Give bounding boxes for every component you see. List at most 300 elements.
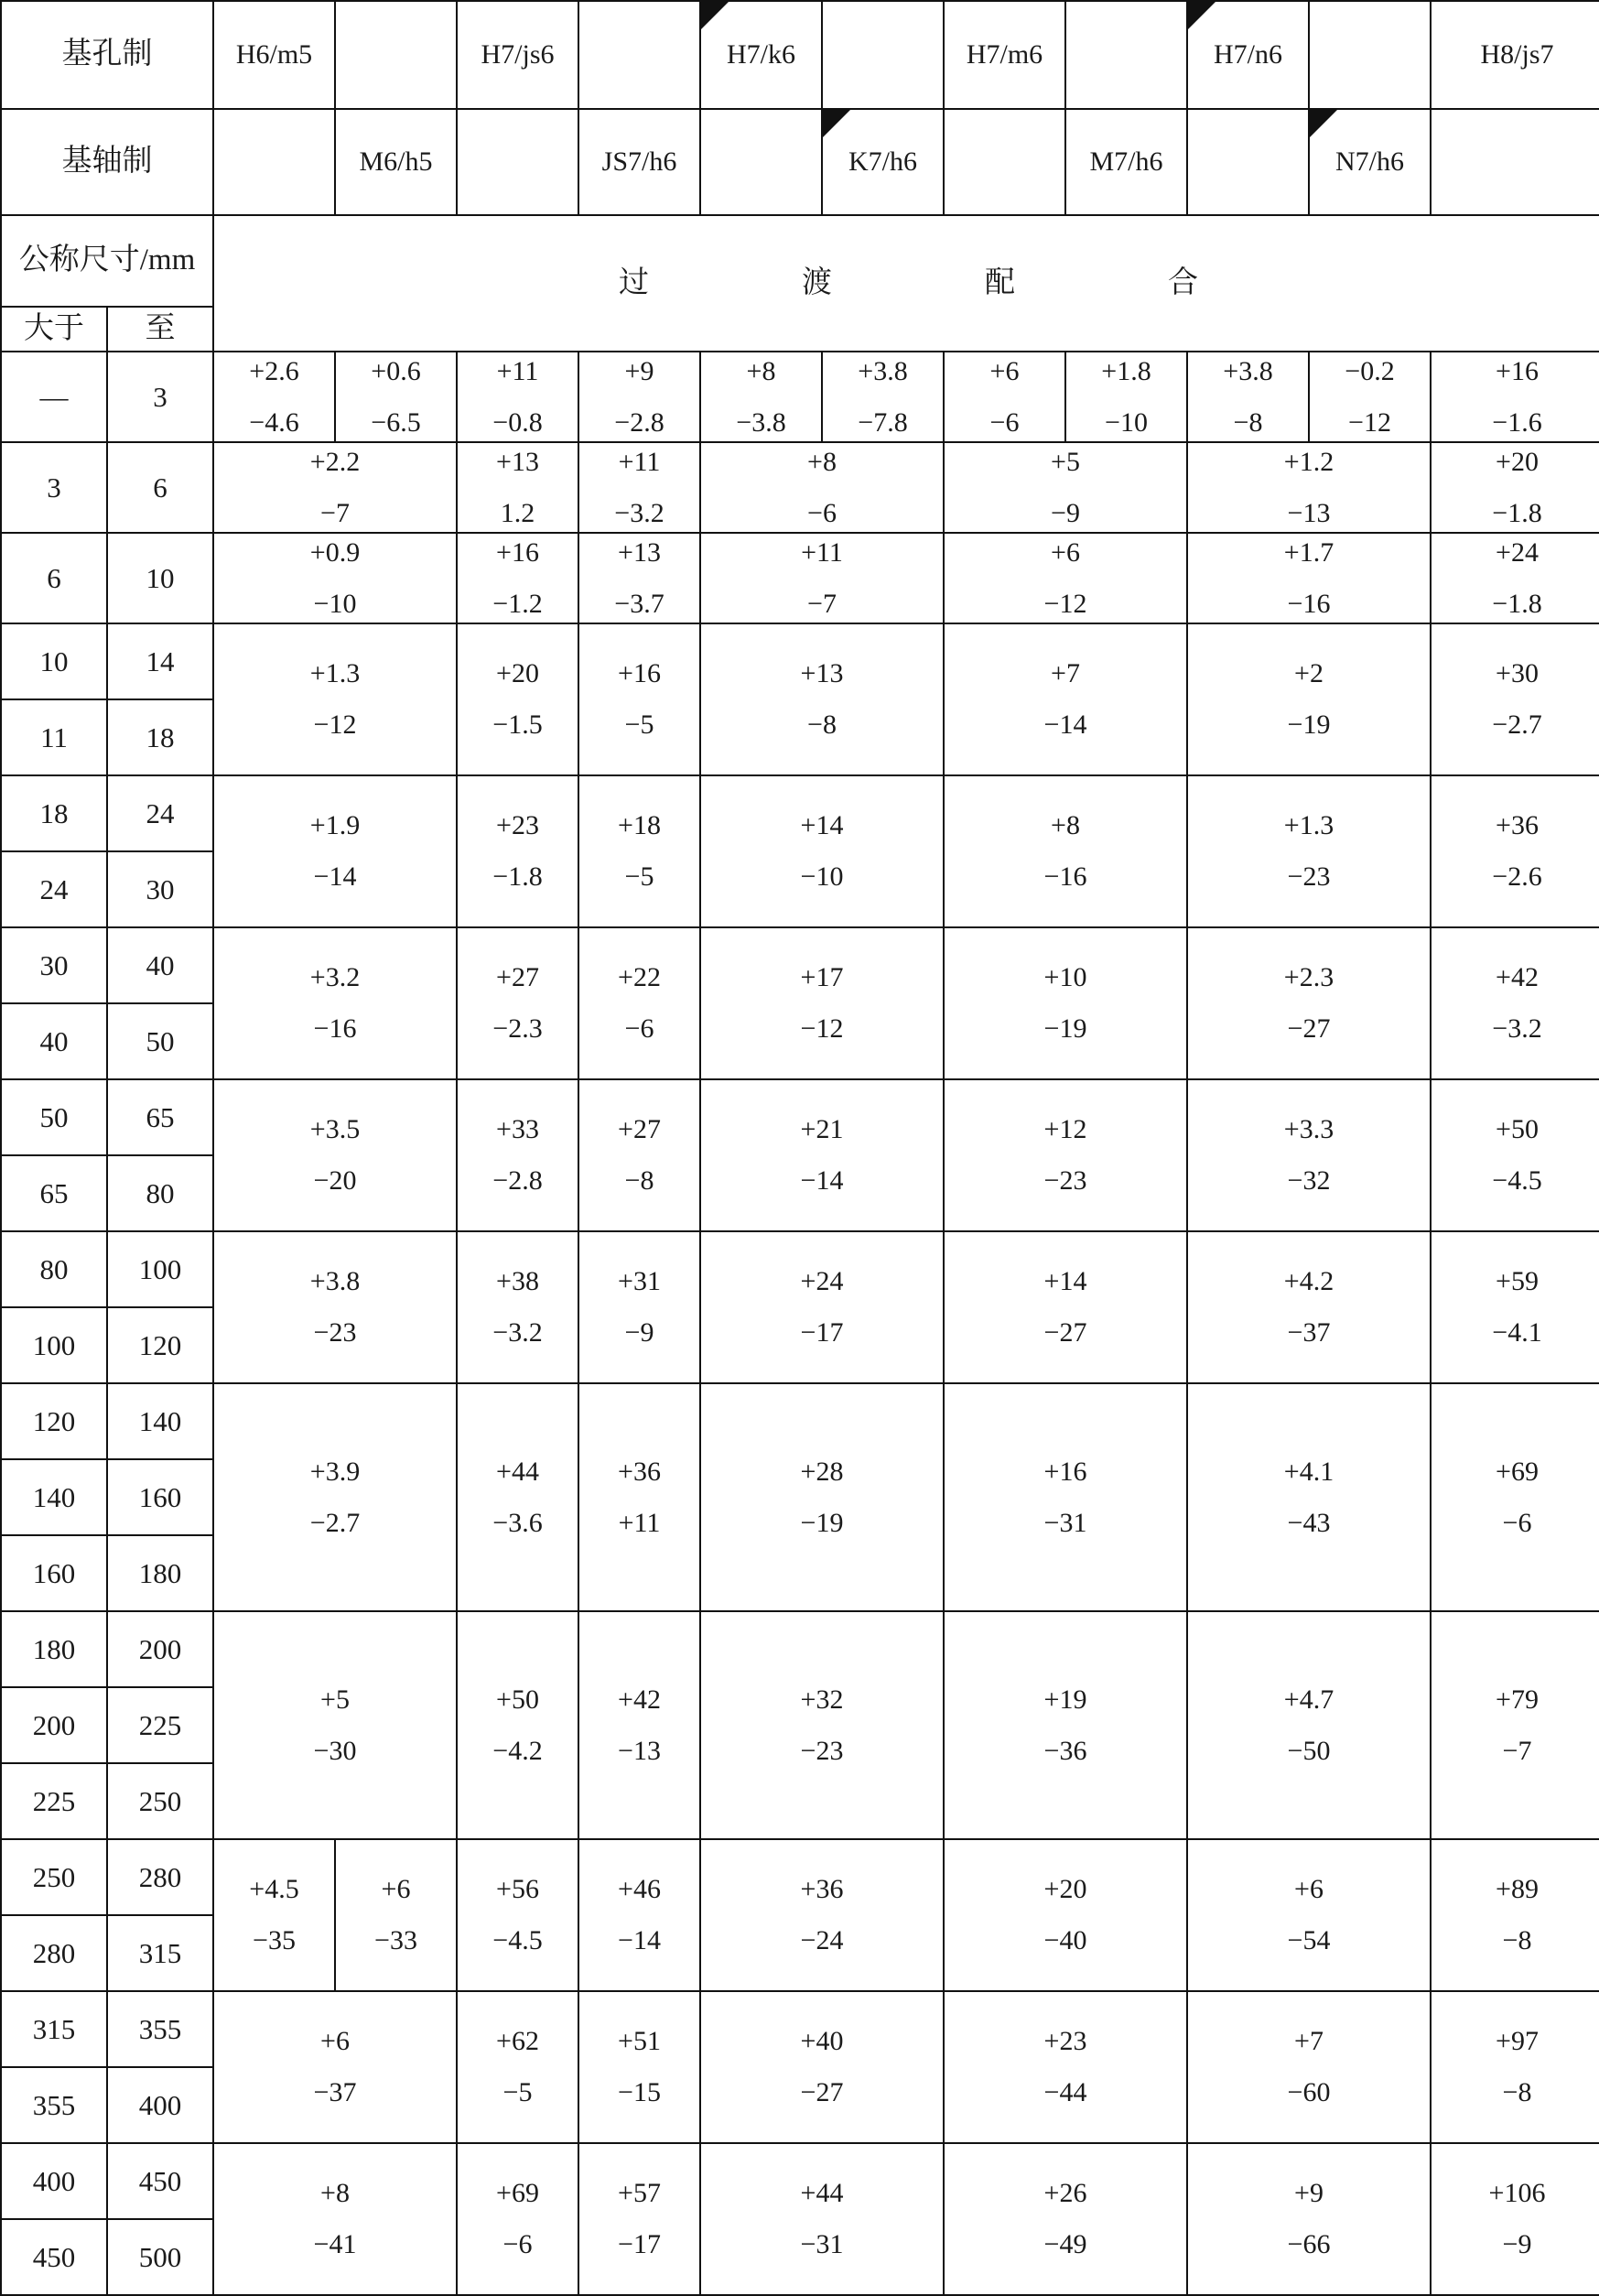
max-limit-value: +4.1 (1283, 1456, 1334, 1487)
fit-limit-cell (578, 1991, 700, 2143)
min-limit-value: −19 (1287, 709, 1331, 740)
fit-limit-values (1432, 446, 1599, 530)
min-limit-value: −14 (800, 1165, 844, 1196)
fit-limit-values (579, 536, 699, 621)
min-limit-value: −60 (1287, 2077, 1331, 2107)
fit-limit-values (701, 536, 943, 621)
min-limit-value: −12 (800, 1013, 844, 1044)
section-title-char: 过 (619, 265, 649, 299)
fit-limit-cell (1187, 1611, 1431, 1839)
min-limit-value: −8 (1233, 406, 1263, 438)
table-row (1, 1839, 1599, 1915)
fit-limit-values (579, 1456, 699, 1540)
fit-limit-values (1188, 446, 1430, 530)
fit-limit-cell (578, 1839, 700, 1991)
fit-limit-cell (213, 1231, 457, 1383)
fit-limit-values (701, 1684, 943, 1768)
min-limit-value: −23 (313, 1317, 357, 1348)
size-over-cell: — (1, 352, 107, 442)
min-limit-value: −6 (624, 1013, 654, 1044)
shaft-basis-row (1, 109, 1599, 215)
min-limit-value: −2.8 (492, 1165, 543, 1196)
fit-limit-cell (213, 2143, 457, 2295)
min-limit-value: −12 (1348, 406, 1391, 438)
fit-limit-cell (578, 2143, 700, 2295)
fit-limit-cell (1431, 927, 1599, 1079)
min-limit-value: 1.2 (500, 497, 535, 528)
min-limit-value: −5 (502, 2077, 533, 2107)
min-limit-value: −1.8 (1492, 497, 1542, 528)
fit-limit-cell (213, 775, 457, 927)
fit-limit-values (1188, 2177, 1430, 2261)
max-limit-value: +11 (496, 355, 539, 386)
fit-limit-cell (700, 352, 822, 442)
max-limit-value: +1.9 (309, 810, 361, 840)
fit-limit-values (579, 657, 699, 742)
min-limit-value: −49 (1043, 2229, 1087, 2259)
fit-limit-values (945, 355, 1064, 439)
fit-limit-values (701, 1873, 943, 1957)
fit-limit-cell (700, 1231, 944, 1383)
corner-marker-icon (1310, 110, 1337, 137)
fit-limit-values (945, 1456, 1186, 1540)
hole-fit-code-cell (822, 1, 944, 109)
fit-limit-values (579, 809, 699, 893)
fit-limit-cell (944, 533, 1187, 623)
fit-limit-cell (700, 1611, 944, 1839)
shaft-fit-code-cell (1187, 109, 1309, 215)
size-over-cell: 65 (1, 1155, 107, 1231)
max-limit-value: +2 (1294, 658, 1323, 688)
size-over-cell: 80 (1, 1231, 107, 1307)
shaft-fit-code: K7/h6 (848, 146, 917, 177)
min-limit-value: −6 (989, 406, 1020, 438)
shaft-fit-code-cell (700, 109, 822, 215)
max-limit-value: +2.6 (249, 355, 299, 386)
fit-limit-values (1188, 1265, 1430, 1349)
hole-fit-code-cell (1187, 1, 1309, 109)
fit-limit-cell (1187, 442, 1431, 533)
fit-limit-values (458, 1684, 578, 1768)
min-limit-value: −19 (800, 1507, 844, 1538)
fit-limit-values (945, 536, 1186, 621)
fit-limit-cell (1431, 352, 1599, 442)
fit-limit-cell (1431, 623, 1599, 775)
size-to-cell: 6 (107, 442, 213, 533)
fit-limit-values (945, 961, 1186, 1045)
hole-fit-code-cell (335, 1, 457, 109)
min-limit-value: −1.2 (492, 588, 543, 619)
size-over-cell: 18 (1, 775, 107, 851)
fit-limit-values (701, 657, 943, 742)
size-over-cell: 10 (1, 623, 107, 699)
max-limit-value: +36 (618, 1456, 661, 1487)
fit-limit-cell (822, 352, 944, 442)
max-limit-value: +44 (800, 2178, 844, 2208)
min-limit-value: −24 (800, 1925, 844, 1955)
max-limit-value: +13 (800, 658, 844, 688)
fit-limit-cell (700, 442, 944, 533)
min-limit-value: −27 (1043, 1317, 1087, 1348)
fit-limit-values (1432, 355, 1599, 439)
max-limit-value: +89 (1496, 1874, 1539, 1904)
min-limit-value: −3.2 (1492, 1013, 1542, 1044)
section-title-text (543, 265, 1275, 302)
size-to-cell: 140 (107, 1383, 213, 1459)
size-to-cell: 315 (107, 1915, 213, 1991)
fit-limit-values (1188, 1873, 1430, 1957)
fit-limit-cell (700, 775, 944, 927)
max-limit-value: +10 (1043, 962, 1087, 992)
fit-limit-cell (578, 1231, 700, 1383)
fit-limit-values (1066, 355, 1186, 439)
max-limit-value: +62 (496, 2026, 539, 2056)
fit-limit-values (1432, 2025, 1599, 2109)
size-to-cell: 50 (107, 1003, 213, 1079)
fit-limit-cell (457, 1991, 578, 2143)
min-limit-value: −30 (313, 1735, 357, 1766)
fit-limit-values (1432, 657, 1599, 742)
fit-limit-cell (578, 352, 700, 442)
min-limit-value: −17 (800, 1317, 844, 1348)
fit-limit-values (579, 1113, 699, 1197)
min-limit-value: −44 (1043, 2077, 1087, 2107)
nominal-size-header-row (1, 215, 1599, 307)
shaft-fit-code-cell (1431, 109, 1599, 215)
size-to-cell: 200 (107, 1611, 213, 1687)
min-limit-value: −16 (313, 1013, 357, 1044)
min-limit-value: −12 (1043, 588, 1087, 619)
size-to-cell: 450 (107, 2143, 213, 2219)
fit-limit-values (1188, 961, 1430, 1045)
fit-limit-cell (700, 2143, 944, 2295)
min-limit-value: −1.8 (492, 861, 543, 892)
table-row (1, 1991, 1599, 2067)
min-limit-value: −6 (1502, 1507, 1532, 1538)
min-limit-value: −2.6 (1492, 861, 1542, 892)
fit-limit-values (1188, 809, 1430, 893)
fit-limit-values (214, 355, 334, 439)
max-limit-value: +50 (496, 1684, 539, 1715)
fit-limit-cell (457, 533, 578, 623)
max-limit-value: +28 (800, 1456, 844, 1487)
max-limit-value: −0.2 (1345, 355, 1395, 386)
fit-limit-values (214, 1873, 334, 1957)
fit-limit-values (458, 355, 578, 439)
min-limit-value: −5 (624, 861, 654, 892)
fit-limit-values (701, 1265, 943, 1349)
fit-limit-values (701, 2177, 943, 2261)
fit-limit-cell (213, 1839, 335, 1991)
min-limit-value: −27 (1287, 1013, 1331, 1044)
fit-limit-values (1432, 1113, 1599, 1197)
fit-limit-values (214, 536, 456, 621)
fit-limit-cell (578, 927, 700, 1079)
size-over-cell: 120 (1, 1383, 107, 1459)
hole-fit-code: H7/js6 (481, 39, 555, 70)
min-limit-value: −20 (313, 1165, 357, 1196)
fit-limit-values (458, 657, 578, 742)
min-limit-value: −3.8 (736, 406, 786, 438)
fit-limit-values (1432, 536, 1599, 621)
hole-fit-code-cell (1065, 1, 1187, 109)
min-limit-value: −6.5 (371, 406, 421, 438)
fit-limit-values (1432, 1456, 1599, 1540)
hole-fit-code: H7/m6 (966, 39, 1043, 70)
min-limit-value: −6 (502, 2229, 533, 2259)
min-limit-value: −17 (618, 2229, 661, 2259)
size-to-cell: 500 (107, 2219, 213, 2295)
max-limit-value: +42 (1496, 962, 1539, 992)
max-limit-value: +40 (800, 2026, 844, 2056)
min-limit-value: −10 (313, 588, 357, 619)
min-limit-value: −4.5 (492, 1925, 543, 1955)
fit-limit-values (214, 446, 456, 530)
fit-limit-values (1188, 536, 1430, 621)
max-limit-value: +20 (1496, 446, 1539, 477)
max-limit-value: +79 (1496, 1684, 1539, 1715)
table-row (1, 352, 1599, 442)
section-title-char: 合 (1168, 265, 1198, 299)
max-limit-value: +1.7 (1283, 536, 1334, 568)
fit-limit-cell (213, 623, 457, 775)
fit-limit-cell (213, 1611, 457, 1839)
fit-limit-values (701, 1113, 943, 1197)
table-body (1, 1, 1599, 2295)
fit-limit-cell (944, 1991, 1187, 2143)
fit-limit-values (214, 1684, 456, 1768)
fit-limit-values (1188, 355, 1308, 439)
fit-limit-values (458, 2177, 578, 2261)
table-row (1, 927, 1599, 1003)
fit-limit-cell (578, 442, 700, 533)
fit-limit-cell (944, 623, 1187, 775)
max-limit-value: +1.2 (1283, 446, 1334, 477)
max-limit-value: +11 (618, 446, 661, 477)
fit-limit-values (701, 809, 943, 893)
min-limit-value: −35 (253, 1925, 296, 1955)
max-limit-value: +3.2 (309, 962, 361, 992)
shaft-fit-code: JS7/h6 (601, 146, 677, 177)
min-limit-value: −43 (1287, 1507, 1331, 1538)
min-limit-value: −36 (1043, 1735, 1087, 1766)
fit-limit-values (579, 961, 699, 1045)
min-limit-value: −23 (1287, 861, 1331, 892)
min-limit-value: −2.7 (309, 1507, 361, 1538)
size-over-cell: 30 (1, 927, 107, 1003)
max-limit-value: +0.6 (371, 355, 421, 386)
size-over-cell: 3 (1, 442, 107, 533)
max-limit-value: +4.5 (249, 1874, 299, 1904)
fit-limit-cell (1187, 623, 1431, 775)
min-limit-value: −66 (1287, 2229, 1331, 2259)
shaft-fit-code-cell (1309, 109, 1431, 215)
hole-fit-code: H8/js7 (1480, 39, 1554, 70)
max-limit-value: +6 (989, 355, 1020, 386)
min-limit-value: −2.3 (492, 1013, 543, 1044)
fit-limit-values (579, 446, 699, 530)
max-limit-value: +26 (1043, 2178, 1087, 2208)
size-over-cell: 355 (1, 2067, 107, 2143)
max-limit-value: +69 (496, 2178, 539, 2208)
max-limit-value: +3.8 (858, 355, 908, 386)
min-limit-value: −8 (1502, 2077, 1532, 2107)
size-to-cell: 160 (107, 1459, 213, 1535)
min-limit-value: −23 (800, 1735, 844, 1766)
table-row (1, 623, 1599, 699)
max-limit-value: +2.2 (309, 446, 361, 477)
max-limit-value: +57 (618, 2178, 661, 2208)
fit-limit-cell (1187, 927, 1431, 1079)
table-row (1, 533, 1599, 623)
fit-limit-cell (700, 623, 944, 775)
max-limit-value: +14 (1043, 1266, 1087, 1296)
fit-limit-cell (944, 1383, 1187, 1611)
max-limit-value: +97 (1496, 2026, 1539, 2056)
size-over-cell: 50 (1, 1079, 107, 1155)
max-limit-value: +17 (800, 962, 844, 992)
table-row (1, 1079, 1599, 1155)
fit-limit-values (458, 1113, 578, 1197)
max-limit-value: +16 (1496, 355, 1539, 386)
max-limit-value: +24 (800, 1266, 844, 1296)
size-to-cell: 18 (107, 699, 213, 775)
min-limit-value: −4.2 (492, 1735, 543, 1766)
fit-limit-values (701, 446, 943, 530)
size-to-cell: 3 (107, 352, 213, 442)
min-limit-value: −2.7 (1492, 709, 1542, 740)
fit-limit-values (701, 1456, 943, 1540)
size-to-cell: 14 (107, 623, 213, 699)
hole-fit-code-cell (944, 1, 1065, 109)
size-to-cell: 65 (107, 1079, 213, 1155)
max-limit-value: +9 (624, 355, 654, 386)
min-limit-value: −50 (1287, 1735, 1331, 1766)
hole-basis-label: 基孔制 (1, 1, 213, 109)
min-limit-value: −16 (1287, 588, 1331, 619)
fit-limit-cell (1431, 1079, 1599, 1231)
min-limit-value: −41 (313, 2229, 357, 2259)
max-limit-value: +21 (800, 1114, 844, 1144)
fit-limit-cell (457, 1383, 578, 1611)
size-over-cell: 450 (1, 2219, 107, 2295)
hole-fit-code: H7/n6 (1214, 39, 1282, 70)
fit-limit-cell (457, 927, 578, 1079)
table-row (1, 442, 1599, 533)
fit-limit-cell (1187, 1383, 1431, 1611)
fit-limit-values (701, 961, 943, 1045)
fit-limit-cell (700, 1079, 944, 1231)
size-over-cell: 6 (1, 533, 107, 623)
fit-limit-cell (944, 1079, 1187, 1231)
fit-limit-cell (1187, 1839, 1431, 1991)
size-to-cell: 225 (107, 1687, 213, 1763)
size-over-cell: 11 (1, 699, 107, 775)
size-to-cell: 80 (107, 1155, 213, 1231)
max-limit-value: +5 (1051, 446, 1080, 477)
fit-limit-cell (457, 775, 578, 927)
fit-limit-values (945, 446, 1186, 530)
fit-limit-cell (700, 927, 944, 1079)
fit-limit-values (1432, 1684, 1599, 1768)
max-limit-value: +3.9 (309, 1456, 361, 1487)
min-limit-value: −5 (624, 709, 654, 740)
fit-limit-values (214, 2177, 456, 2261)
fit-limit-values (1188, 1684, 1430, 1768)
fit-limit-values (1432, 961, 1599, 1045)
min-limit-value: −2.8 (614, 406, 664, 438)
max-limit-value: +44 (496, 1456, 539, 1487)
fit-limit-values (1432, 1873, 1599, 1957)
table-row (1, 1611, 1599, 1687)
fit-limit-cell (578, 1383, 700, 1611)
min-limit-value: −16 (1043, 861, 1087, 892)
hole-fit-code-cell (457, 1, 578, 109)
min-limit-value: −14 (1043, 709, 1087, 740)
min-limit-value: −4.6 (249, 406, 299, 438)
max-limit-value: +46 (618, 1874, 661, 1904)
fit-limit-values (1432, 1265, 1599, 1349)
size-to-cell: 250 (107, 1763, 213, 1839)
fit-limit-values (458, 1265, 578, 1349)
corner-marker-icon (1188, 2, 1215, 29)
min-limit-value: −10 (1105, 406, 1148, 438)
fit-limit-values (1310, 355, 1430, 439)
max-limit-value: +5 (320, 1684, 350, 1715)
fit-limit-cell (457, 1231, 578, 1383)
max-limit-value: +8 (746, 355, 776, 386)
min-limit-value: −3.2 (614, 497, 664, 528)
fit-limit-values (458, 2025, 578, 2109)
fit-limit-cell (457, 352, 578, 442)
max-limit-value: +6 (320, 2026, 350, 2056)
min-limit-value: −31 (1043, 1507, 1087, 1538)
max-limit-value: +4.2 (1283, 1266, 1334, 1296)
table-row (1, 1383, 1599, 1459)
fit-limit-values (458, 446, 578, 530)
section-title (213, 215, 1599, 352)
max-limit-value: +11 (801, 536, 843, 568)
max-limit-value: +16 (1043, 1456, 1087, 1487)
fit-limit-cell (1431, 1839, 1599, 1991)
fit-limit-cell (1431, 533, 1599, 623)
fit-limit-values (945, 2177, 1186, 2261)
fit-limit-cell (335, 352, 457, 442)
nominal-size-label: 公称尺寸/mm (1, 215, 213, 307)
to-label: 至 (107, 307, 213, 352)
max-limit-value: +50 (1496, 1114, 1539, 1144)
fit-limit-cell (700, 1839, 944, 1991)
fit-limit-cell (944, 2143, 1187, 2295)
min-limit-value: −23 (1043, 1165, 1087, 1196)
size-to-cell: 24 (107, 775, 213, 851)
fit-limit-values (214, 1265, 456, 1349)
max-limit-value: +42 (618, 1684, 661, 1715)
max-limit-value: +24 (1496, 536, 1539, 568)
size-over-cell: 280 (1, 1915, 107, 1991)
min-limit-value: −32 (1287, 1165, 1331, 1196)
fit-limit-cell (457, 1079, 578, 1231)
fit-limit-cell (213, 1991, 457, 2143)
fit-limit-cell (457, 2143, 578, 2295)
min-limit-value: −7 (320, 497, 350, 528)
fit-limit-values (1432, 2177, 1599, 2261)
max-limit-value: +2.3 (1283, 962, 1334, 992)
fit-limit-cell (578, 1079, 700, 1231)
min-limit-value: −1.6 (1492, 406, 1542, 438)
fit-limit-cell (335, 1839, 457, 1991)
min-limit-value: −31 (800, 2229, 844, 2259)
